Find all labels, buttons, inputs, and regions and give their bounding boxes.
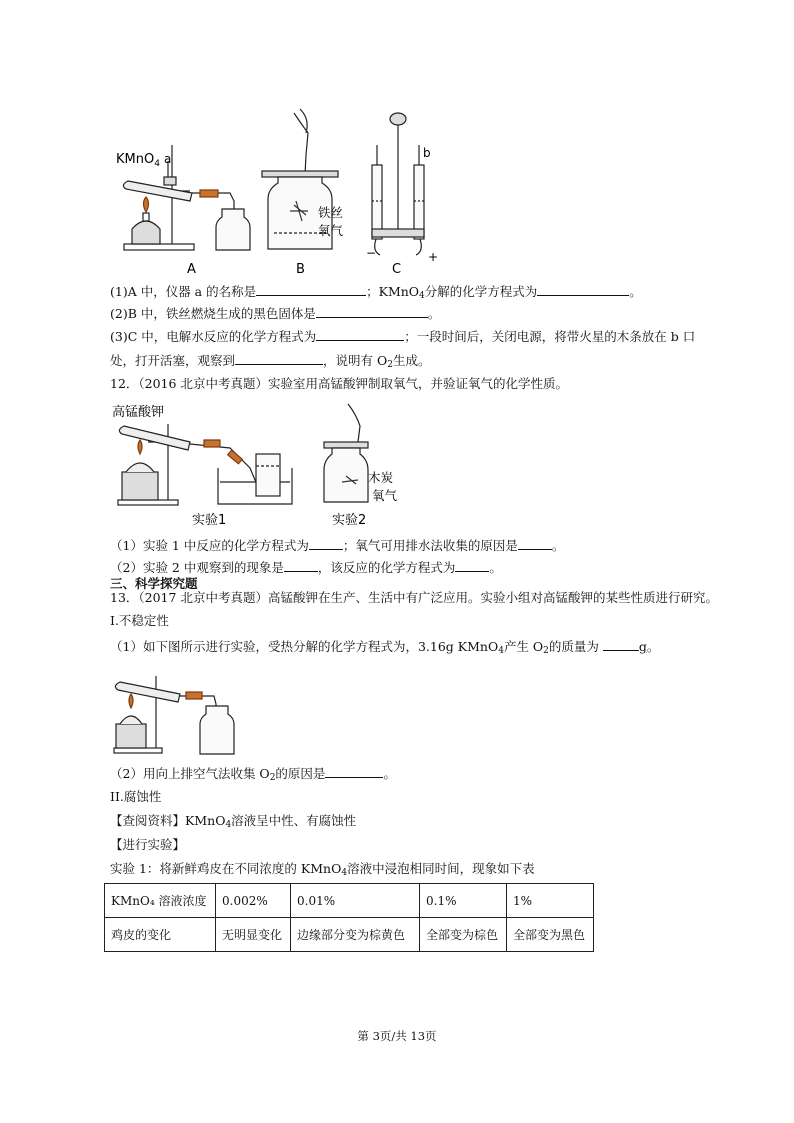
table-cell: 0.1% (420, 884, 507, 918)
answer-blank[interactable] (518, 537, 552, 550)
table-cell: 1% (507, 884, 594, 918)
results-table (104, 883, 594, 952)
caption-a: A (187, 262, 196, 277)
answer-blank[interactable] (235, 352, 323, 365)
decomposition-drawing (110, 668, 240, 758)
q13-line-1: （1）如下图所示进行实验，受热分解的化学方程式为，3.16g KMnO$_4$产生 $O_2$的质量为 g。 (110, 639, 660, 656)
answer-blank[interactable] (325, 765, 383, 778)
table-cell: 边缘部分变为棕黄色 (291, 918, 420, 952)
caption-b: B (296, 262, 305, 277)
label-gaomengsuanjia: 高锰酸钾 (112, 405, 165, 420)
question-top-3-cont: 处，打开活塞，观察到 ，说明有 $O_2$生成。 (110, 353, 431, 370)
experiment-1-2-drawing (110, 398, 420, 530)
answer-blank[interactable] (537, 283, 629, 296)
answer-blank[interactable] (309, 537, 343, 550)
answer-blank[interactable] (316, 305, 428, 318)
label-tiesi: 铁丝 (318, 205, 344, 220)
table-cell: 无明显变化 (216, 918, 291, 952)
q13-reference: 【查阅资料】KMnO$_4$溶液呈中性、有腐蚀性 (110, 813, 357, 830)
apparatus-c (372, 113, 424, 255)
table-row (105, 918, 594, 952)
q13-experiment-head: 【进行实验】 (110, 837, 186, 852)
label-kmno4: KMnO$_4$ (116, 152, 160, 169)
table-cell: 全部变为棕色 (420, 918, 507, 952)
q12-line-2: （2）实验 2 中观察到的现象是 ，该反应的化学方程式为 。 (110, 560, 502, 575)
q12-title: 12．（2016 北京中考真题）实验室用高锰酸钾制取氧气，并验证氧气的化学性质。 (110, 376, 568, 391)
answer-blank[interactable] (316, 328, 404, 341)
q13-part-1: I.不稳定性 (110, 613, 169, 628)
caption-exp2: 实验2 (332, 513, 367, 528)
apparatus-exp2 (324, 404, 368, 502)
answer-blank[interactable] (284, 559, 318, 572)
table-cell: 0.002% (216, 884, 291, 918)
question-top-2: (2)B 中，铁丝燃烧生成的黑色固体是 。 (110, 306, 441, 321)
table-row (105, 884, 594, 918)
table-cell: KMnO₄ 溶液浓度 (105, 884, 216, 918)
q13-line-2: （2）用向上排空气法收集 $O_2$的原因是 。 (110, 766, 396, 783)
q13-part-2: II.腐蚀性 (110, 789, 162, 804)
label-plus: + (428, 250, 439, 264)
table-cell: 鸡皮的变化 (105, 918, 216, 952)
caption-exp1: 实验1 (192, 513, 227, 528)
question-top-3: (3)C 中，电解水反应的化学方程式为 ；一段时间后，关闭电源，将带火星的木条放在 b 口 (110, 329, 696, 344)
label-a: a (164, 152, 172, 166)
label-yangqi-2: 氧气 (372, 488, 398, 503)
table-cell: 0.01% (291, 884, 420, 918)
q12-line-1: （1）实验 1 中反应的化学方程式为 ；氧气可用排水法收集的原因是 。 (110, 538, 565, 553)
section-3-title: 三、科学探究题 (110, 576, 198, 591)
question-top-1: (1)A 中，仪器 a 的名称是 ；KMnO$_4$分解的化学方程式为 。 (110, 284, 642, 301)
apparatus-exp1 (118, 424, 292, 505)
q13-experiment-1: 实验 1：将新鲜鸡皮在不同浓度的 KMnO$_4$溶液中浸泡相同时间，现象如下表 (110, 861, 535, 878)
label-yangqi: 氧气 (318, 223, 344, 238)
apparatus-abc-drawing (110, 105, 450, 277)
figure-apparatus-abc (110, 105, 450, 277)
answer-blank[interactable] (256, 283, 366, 296)
page-footer: 第 3页/共 13页 (357, 1029, 437, 1043)
label-minus: − (366, 246, 377, 260)
caption-c: C (392, 262, 402, 277)
label-mutan: 木炭 (368, 470, 394, 485)
figure-experiment-1-2 (110, 398, 420, 530)
answer-blank[interactable] (603, 638, 639, 651)
table-cell: 全部变为黑色 (507, 918, 594, 952)
figure-decomposition (110, 668, 240, 758)
q13-title: 13．（2017 北京中考真题）高锰酸钾在生产、生活中有广泛应用。实验小组对高锰酸钾的某些性质进行研究。 (110, 590, 718, 605)
answer-blank[interactable] (455, 559, 489, 572)
label-b: b (423, 146, 431, 160)
